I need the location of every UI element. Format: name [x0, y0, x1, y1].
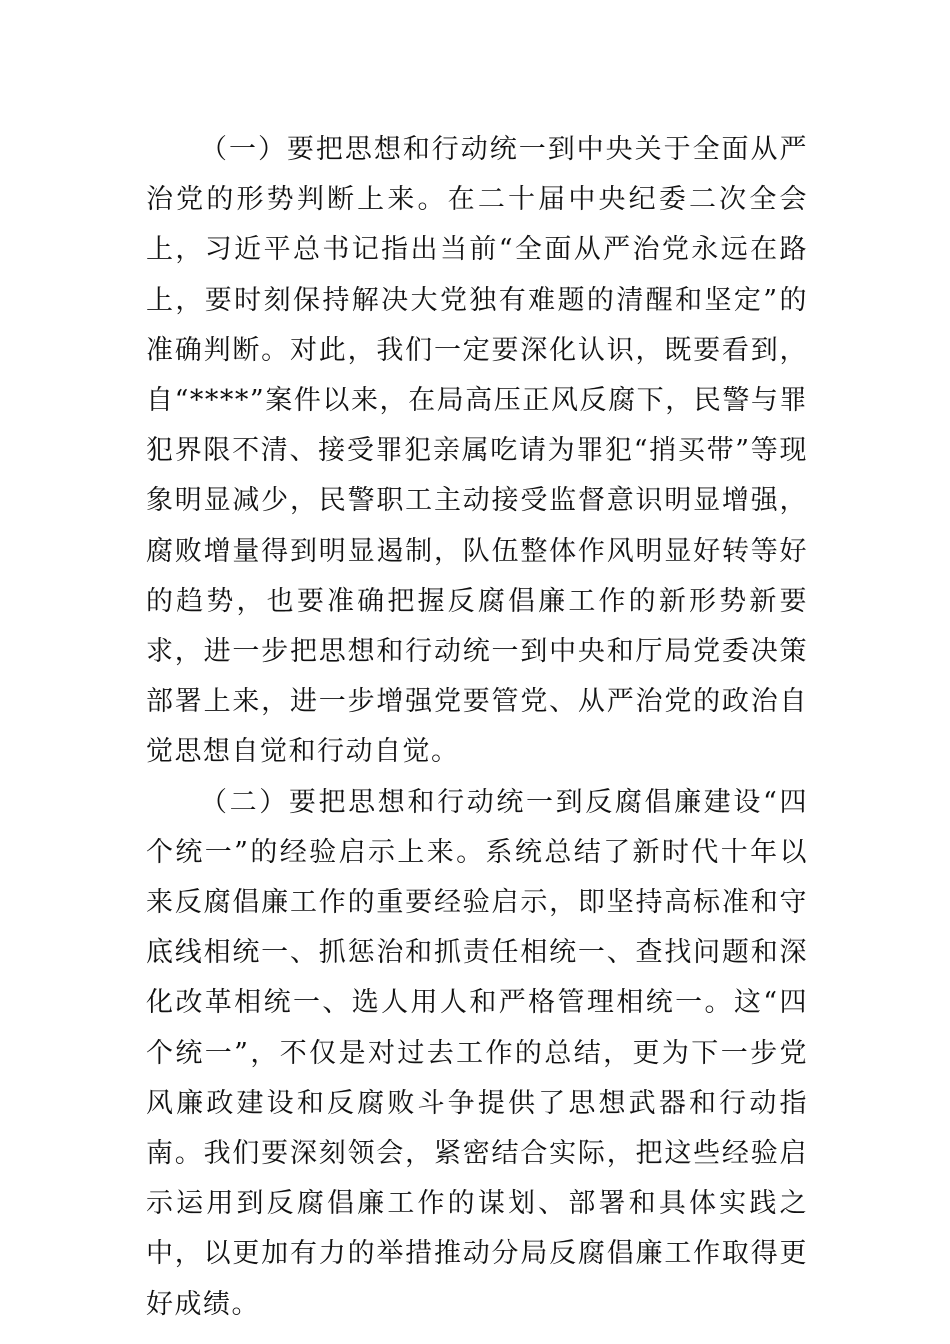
document-body — [146, 125, 808, 1330]
paragraph-1: （一）要把思想和行动统一到中央关于全面从严治党的形势判断上来。在二十届中央纪委二次全会上，习近平总书记指出当前“全面从严治党永远在路上，要时刻保持解决大党独有难题的清醒和坚定”的准确判断。对此，我们一定要深化认识，既要看到，自“****”案件以来，在局高压正风反腐下，民警与罪犯界限不清、接受罪犯亲属吃请为罪犯“捎买带”等现象明显减少，民警职工主动接受监督意识明显增强，腐败增量得到明显遏制，队伍整体作风明显好转等好的趋势，也要准确把握反腐倡廉工作的新形势新要求，进一步把思想和行动统一到中央和厅局党委决策部署上来，进一步增强党要管党、从严治党的政治自觉思想自觉和行动自觉。 — [146, 134, 808, 768]
paragraph-2: （二）要把思想和行动统一到反腐倡廉建设“四个统一”的经验启示上来。系统总结了新时代十年以来反腐倡廉工作的重要经验启示，即坚持高标准和守底线相统一、抓惩治和抓责任相统一、查找问题和深化改革相统一、选人用人和严格管理相统一。这“四个统一”，不仅是对过去工作的总结，更为下一步党风廉政建设和反腐败斗争提供了思想武器和行动指南。我们要深刻领会，紧密结合实际，把这些经验启示运用到反腐倡廉工作的谋划、部署和具体实践之中，以更加有力的举措推动分局反腐倡廉工作取得更好成绩。 — [146, 786, 808, 1320]
